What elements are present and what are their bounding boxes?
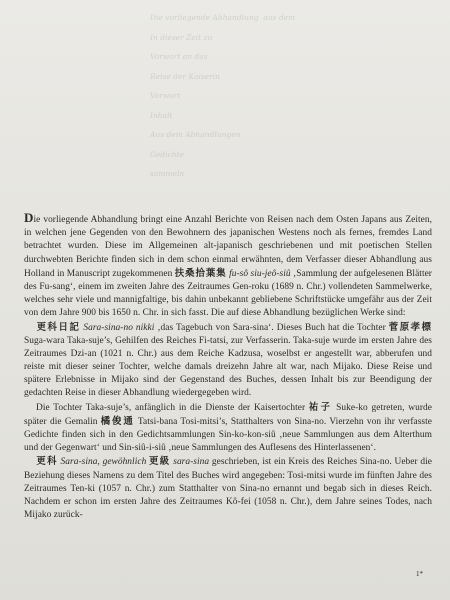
paragraph bbox=[24, 211, 432, 321]
body-text bbox=[24, 211, 432, 522]
italic-term: gewöhnlich bbox=[99, 457, 150, 468]
signature-mark: 1* bbox=[416, 570, 423, 578]
italic-term: sara-sina bbox=[170, 457, 210, 468]
cjk-characters: 更科日記 bbox=[36, 321, 81, 333]
bleed-through-line: sammeln bbox=[150, 169, 185, 178]
italic-term: Sara-sina, bbox=[57, 457, 100, 468]
paragraph bbox=[24, 401, 432, 456]
cjk-characters: 更科 bbox=[36, 456, 58, 468]
bleed-through-line: In dieser Zeit zu bbox=[150, 32, 213, 42]
bleed-through-line: Reise der Kaiserin bbox=[150, 71, 220, 81]
cjk-characters: 扶桑拾葉集 bbox=[174, 267, 227, 279]
bleed-through-text bbox=[150, 8, 410, 184]
italic-term: Sara-sina-no nikki bbox=[80, 322, 155, 333]
bleed-through-line: Aus dem Abhandlungen bbox=[150, 130, 241, 139]
bleed-through-line: Inhalt bbox=[150, 110, 173, 120]
initial-letter: D bbox=[24, 210, 34, 225]
paragraph bbox=[24, 455, 432, 522]
bleed-through-line: Gedichte bbox=[150, 149, 185, 159]
text-run: ‚Sammlung der aufgelesenen Blätter des Fu-sang‘, einem im zweiten Jahre des Zeitraumes Gen-roku (1689 n. Chr.) vollendeten Sammelwerke, welches sehr viele und mannigfaltige, bis dahin unbekannt gebliebene Schriftstücke umgefähr aus der Zeit von dem Jahre 900 bis 1650 n. Chr. in sich fasst. Die auf diese Abhandlung bezüglichen Werke sind: bbox=[24, 268, 432, 319]
text-run: ie vorliegende Abhandlung bringt eine Anzahl Berichte von Reisen nach dem Osten Japans aus Zeiten, in welchen jene Gegenden von den Bewohnern des japanischen Westens noch als fernes, fremdes Land betrachtet wurden. Diese im Allgemeinen alt-japanisch geschriebenen und mit poetischen Stellen durchwebten Berichte finden sich in dem schon einmal erwähnten, dem Verfasser dieser Abhandlung aus Holland in Manuscript zugekommenen bbox=[24, 215, 432, 279]
italic-term: fu-sô siu-jeô-siû bbox=[226, 268, 291, 279]
text-run: ‚das Tagebuch von Sara-sina‘. Dieses Buch hat die Tochter bbox=[154, 322, 389, 333]
cjk-characters: 祐子 bbox=[308, 401, 333, 413]
paragraph bbox=[24, 321, 432, 401]
bleed-through-line: Vorwort bbox=[150, 91, 181, 100]
cjk-characters: 橘俊通 bbox=[100, 415, 135, 427]
text-run: Tatsi-bana Tosi-mitsi’s, Statthalters von Sina-no. Vierzehn von ihr verfasste Gedichte finden sich in den Gedichtsammlungen Sin-ko-kon-siû ‚neue Sammlungen aus dem Alterthum und der Gegenwart‘ und Sin-siû-i-siû ‚neue Sammlungen des Auflesens des Hinterlassenen‘. bbox=[24, 416, 432, 454]
bleed-through-line: Die vorliegende Abhandlung aus dem bbox=[150, 13, 296, 22]
cjk-characters: 更級 bbox=[149, 456, 171, 468]
cjk-characters: 菅原孝標 bbox=[388, 321, 432, 333]
bleed-through-line: Vorwort an das bbox=[150, 52, 208, 61]
text-run: Suga-wara Taka-suje’s, Gehilfen des Reiches Fi-tatsi, zur Verfasserin. Taka-suje wurde im ersten Jahre des Zeitraumes Dzi-an (1021 n. Chr.) aus dem Reiche Kadzusa, woselbst er angestellt war, abberufen und reiste mit dieser seiner Tochter, welche damals dreizehn Jahre alt war, nach Mijako. Diese Reise und spätere Erlebnisse in Mijako sind der Gegenstand des Buches, dessen Inhalt bis zur Beendigung der gedachten Reise in dieser Abhandlung wiedergegeben wird. bbox=[24, 335, 432, 399]
text-run: Die Tochter Taka-suje’s, anfänglich in die Dienste der Kaisertochter bbox=[36, 402, 309, 413]
text-run: geschrieben, ist ein Kreis des Reiches Sina-no. Ueber die Beziehung dieses Namens zu dem Titel des Buches wird angegeben: Tosi-mitsi wurde im fünften Jahre des Zeitraumes Ten-ki (1057 n. Chr.) zum Statthalter von Sina-no ernannt und begab sich in dieses Reich. Nachdem er schon im ersten Jahre des Zeitraumes Kô-fei (1058 n. Chr.), dem Jahre seines Todes, nach Mijako zurück- bbox=[24, 457, 432, 521]
text-run: Suke-ko getreten, wurde später die Gemalin bbox=[24, 402, 432, 427]
